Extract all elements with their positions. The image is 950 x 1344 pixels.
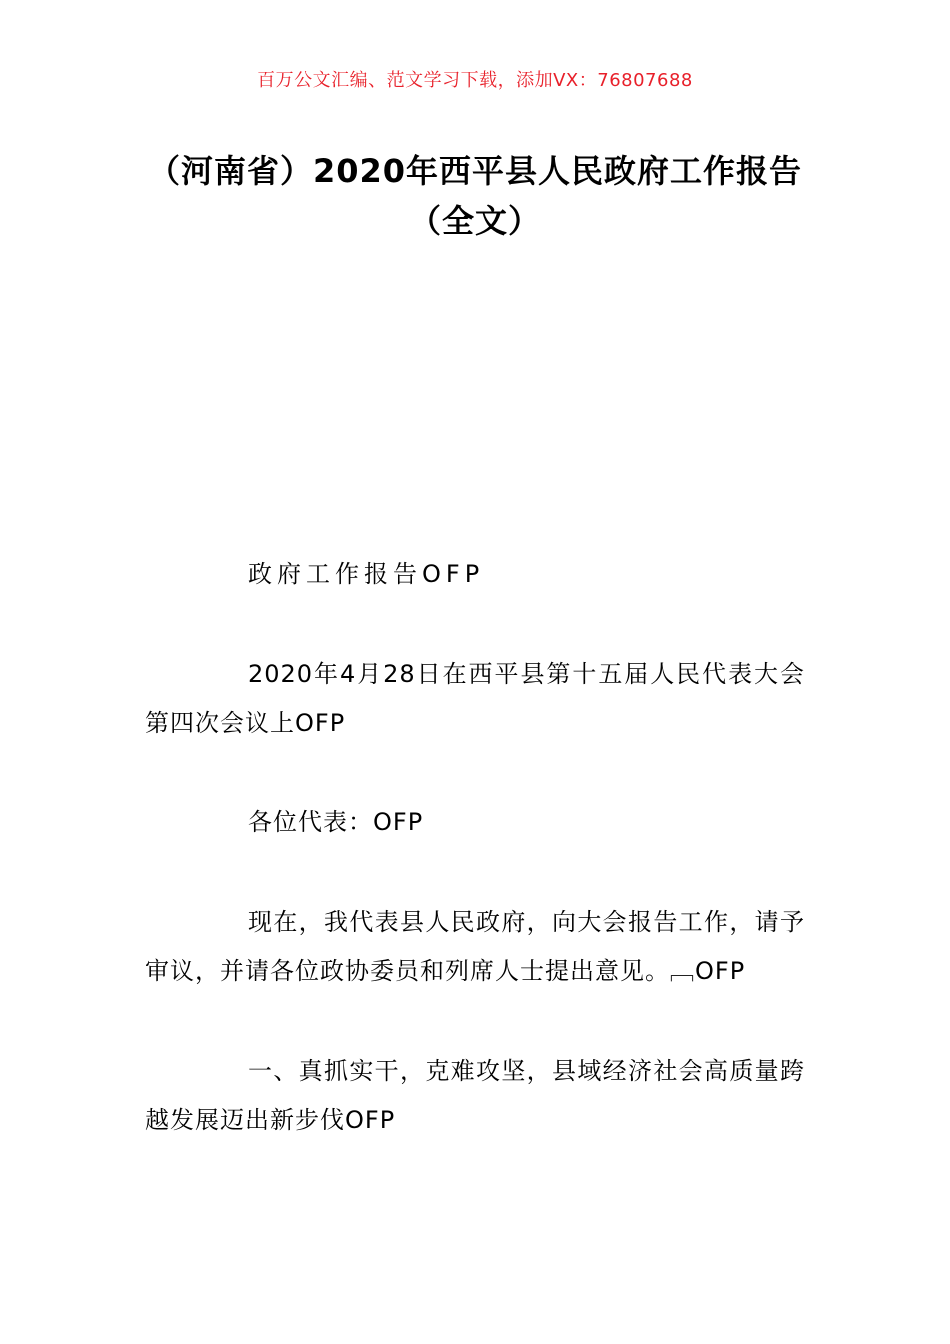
paragraph-report-label: 政府工作报告OFP xyxy=(248,560,485,588)
paragraph-section-heading: 一、真抓实干，克难攻坚，县域经济社会高质量跨越发展迈出新步伐OFP xyxy=(145,1057,805,1134)
paragraph-salutation: 各位代表：OFP xyxy=(248,808,424,836)
document-title: （河南省）2020年西平县人民政府工作报告（全文） xyxy=(147,152,803,240)
paragraph-introduction: 现在，我代表县人民政府，向大会报告工作，请予审议，并请各位政协委员和列席人士提出意见。﹇OFP xyxy=(145,908,805,985)
header-watermark-note: 百万公文汇编、范文学习下载，添加VX：76807688 xyxy=(257,70,693,91)
paragraph-meeting-info: 2020年4月28日在西平县第十五届人民代表大会第四次会议上OFP xyxy=(145,660,805,737)
